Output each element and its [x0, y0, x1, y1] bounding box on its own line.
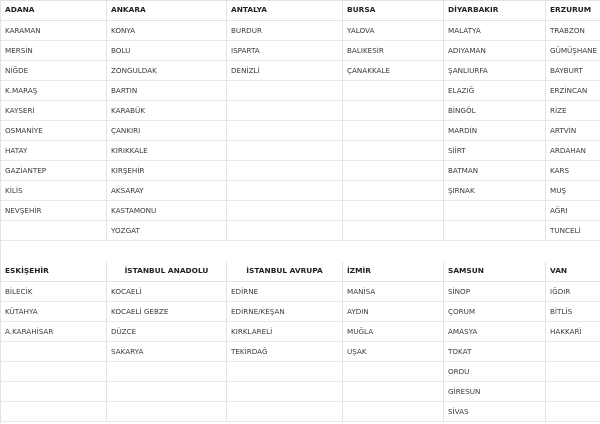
city-item-artvi-n[interactable]: ARTVİN: [546, 121, 600, 141]
city-item-bolu[interactable]: BOLU: [107, 41, 226, 61]
region-header: İSTANBUL ANADOLU: [107, 262, 226, 282]
city-item-ki-li-s[interactable]: KİLİS: [1, 181, 106, 201]
city-item-cankiri[interactable]: ÇANKIRI: [107, 121, 226, 141]
city-item-trabzon[interactable]: TRABZON: [546, 21, 600, 41]
empty-cell: [107, 382, 226, 402]
city-item-bi-ngol[interactable]: BİNGÖL: [444, 101, 545, 121]
region-column-i-stanbul-avrupa: [227, 262, 343, 422]
city-item-tokat[interactable]: TOKAT: [444, 342, 545, 362]
region-column-samsun: [444, 262, 546, 422]
city-item-kayseri[interactable]: KAYSERİ: [1, 101, 106, 121]
region-column-i-stanbul-anadolu: [107, 262, 227, 422]
top-region-row: [1, 1, 600, 259]
empty-cell: [343, 81, 443, 101]
city-item-mardi-n[interactable]: MARDİN: [444, 121, 545, 141]
city-item-aksaray[interactable]: AKSARAY: [107, 181, 226, 201]
city-item-usak[interactable]: UŞAK: [343, 342, 443, 362]
city-item-deni-zli[interactable]: DENİZLİ: [227, 61, 342, 81]
region-header: ERZURUM: [546, 1, 600, 21]
city-item-gi-resun[interactable]: GİRESUN: [444, 382, 545, 402]
city-item-osmani-ye[interactable]: OSMANİYE: [1, 121, 106, 141]
city-item-gazi-antep[interactable]: GAZİANTEP: [1, 161, 106, 181]
city-item-karaman[interactable]: KARAMAN: [1, 21, 106, 41]
city-item-canakkale[interactable]: ÇANAKKALE: [343, 61, 443, 81]
region-header: SAMSUN: [444, 262, 545, 282]
city-item-gumushane[interactable]: GÜMÜŞHANE: [546, 41, 600, 61]
city-item-kirklareli[interactable]: KIRKLARELİ: [227, 322, 342, 342]
empty-cell: [343, 201, 443, 221]
region-column-erzurum: [546, 1, 600, 241]
city-item-k-maras[interactable]: K.MARAŞ: [1, 81, 106, 101]
empty-cell: [546, 362, 600, 382]
city-item-ardahan[interactable]: ARDAHAN: [546, 141, 600, 161]
city-item-hatay[interactable]: HATAY: [1, 141, 106, 161]
empty-cell: [343, 121, 443, 141]
empty-cell: [1, 221, 106, 241]
city-item-mersi-n[interactable]: MERSİN: [1, 41, 106, 61]
city-item-mani-sa[interactable]: MANİSA: [343, 282, 443, 302]
city-item-mus[interactable]: MUŞ: [546, 181, 600, 201]
region-column-adana: [1, 1, 107, 241]
empty-cell: [227, 181, 342, 201]
city-item-hakkari[interactable]: HAKKARİ: [546, 322, 600, 342]
empty-cell: [107, 362, 226, 382]
region-header: ADANA: [1, 1, 106, 21]
city-item-zonguldak[interactable]: ZONGULDAK: [107, 61, 226, 81]
empty-cell: [343, 362, 443, 382]
empty-cell: [1, 402, 106, 422]
region-column-eski-sehi-r: [1, 262, 107, 422]
region-column-i-zmi-r: [343, 262, 444, 422]
city-item-adiyaman[interactable]: ADIYAMAN: [444, 41, 545, 61]
empty-cell: [546, 342, 600, 362]
empty-cell: [227, 362, 342, 382]
bottom-region-row: [1, 262, 600, 424]
city-item-yalova[interactable]: YALOVA: [343, 21, 443, 41]
empty-cell: [343, 402, 443, 422]
city-item-duzce[interactable]: DÜZCE: [107, 322, 226, 342]
city-item-isparta[interactable]: ISPARTA: [227, 41, 342, 61]
empty-cell: [546, 382, 600, 402]
empty-cell: [227, 402, 342, 422]
city-item-karabuk[interactable]: KARABÜK: [107, 101, 226, 121]
city-item-si-i-rt[interactable]: SİİRT: [444, 141, 545, 161]
city-item-kocaeli-gebze[interactable]: KOCAELİ GEBZE: [107, 302, 226, 322]
city-item-burdur[interactable]: BURDUR: [227, 21, 342, 41]
city-item-sirnak[interactable]: ŞIRNAK: [444, 181, 545, 201]
city-item-tunceli[interactable]: TUNCELİ: [546, 221, 600, 241]
city-item-corum[interactable]: ÇORUM: [444, 302, 545, 322]
city-item-nevsehi-r[interactable]: NEVŞEHİR: [1, 201, 106, 221]
city-item-kirikkale[interactable]: KIRIKKALE: [107, 141, 226, 161]
empty-cell: [1, 382, 106, 402]
empty-cell: [227, 121, 342, 141]
empty-cell: [107, 402, 226, 422]
city-item-ni-gde[interactable]: NİĞDE: [1, 61, 106, 81]
city-item-bayburt[interactable]: BAYBURT: [546, 61, 600, 81]
city-item-kirsehi-r[interactable]: KIRŞEHİR: [107, 161, 226, 181]
city-item-sakarya[interactable]: SAKARYA: [107, 342, 226, 362]
empty-cell: [227, 141, 342, 161]
empty-cell: [227, 382, 342, 402]
empty-cell: [227, 161, 342, 181]
empty-cell: [343, 221, 443, 241]
city-item-edi-rne[interactable]: EDİRNE: [227, 282, 342, 302]
city-item-agri[interactable]: AĞRI: [546, 201, 600, 221]
empty-cell: [343, 161, 443, 181]
region-column-antalya: [227, 1, 343, 241]
region-column-van: [546, 262, 600, 422]
empty-cell: [444, 201, 545, 221]
city-item-edi-rne-kesan[interactable]: EDİRNE/KEŞAN: [227, 302, 342, 322]
city-item-igdir[interactable]: IĞDIR: [546, 282, 600, 302]
city-item-a-karahi-sar[interactable]: A.KARAHİSAR: [1, 322, 106, 342]
region-header: ANKARA: [107, 1, 226, 21]
city-item-batman[interactable]: BATMAN: [444, 161, 545, 181]
region-column-bursa: [343, 1, 444, 241]
city-item-erzi-ncan[interactable]: ERZİNCAN: [546, 81, 600, 101]
city-item-balikesi-r[interactable]: BALIKESİR: [343, 41, 443, 61]
city-item-kastamonu[interactable]: KASTAMONU: [107, 201, 226, 221]
city-item-malatya[interactable]: MALATYA: [444, 21, 545, 41]
city-item-bartin[interactable]: BARTIN: [107, 81, 226, 101]
empty-cell: [546, 402, 600, 422]
city-item-ri-ze[interactable]: RİZE: [546, 101, 600, 121]
city-item-kocaeli[interactable]: KOCAELİ: [107, 282, 226, 302]
region-header: İSTANBUL AVRUPA: [227, 262, 342, 282]
city-item-bi-tli-s[interactable]: BİTLİS: [546, 302, 600, 322]
empty-cell: [343, 141, 443, 161]
region-header: BURSA: [343, 1, 443, 21]
empty-cell: [343, 382, 443, 402]
region-column-di-yarbakir: [444, 1, 546, 241]
city-item-mugla[interactable]: MUĞLA: [343, 322, 443, 342]
region-column-ankara: [107, 1, 227, 241]
city-item-konya[interactable]: KONYA: [107, 21, 226, 41]
city-item-teki-rdag[interactable]: TEKİRDAĞ: [227, 342, 342, 362]
empty-cell: [227, 221, 342, 241]
city-item-ordu[interactable]: ORDU: [444, 362, 545, 382]
empty-cell: [444, 221, 545, 241]
empty-cell: [227, 81, 342, 101]
city-item-elazig[interactable]: ELAZIĞ: [444, 81, 545, 101]
city-item-si-vas[interactable]: SİVAS: [444, 402, 545, 422]
city-item-kars[interactable]: KARS: [546, 161, 600, 181]
city-item-aydin[interactable]: AYDIN: [343, 302, 443, 322]
city-item-sanliurfa[interactable]: ŞANLIURFA: [444, 61, 545, 81]
city-item-amasya[interactable]: AMASYA: [444, 322, 545, 342]
city-item-bi-leci-k[interactable]: BİLECİK: [1, 282, 106, 302]
empty-cell: [343, 181, 443, 201]
empty-cell: [227, 201, 342, 221]
empty-cell: [1, 362, 106, 382]
region-header: VAN: [546, 262, 600, 282]
region-header: İZMİR: [343, 262, 443, 282]
region-header: ESKİŞEHİR: [1, 262, 106, 282]
empty-cell: [1, 342, 106, 362]
region-header: ANTALYA: [227, 1, 342, 21]
city-item-si-nop[interactable]: SİNOP: [444, 282, 545, 302]
region-header: DİYARBAKIR: [444, 1, 545, 21]
city-item-kutahya[interactable]: KÜTAHYA: [1, 302, 106, 322]
city-item-yozgat[interactable]: YOZGAT: [107, 221, 226, 241]
empty-cell: [227, 101, 342, 121]
empty-cell: [343, 101, 443, 121]
